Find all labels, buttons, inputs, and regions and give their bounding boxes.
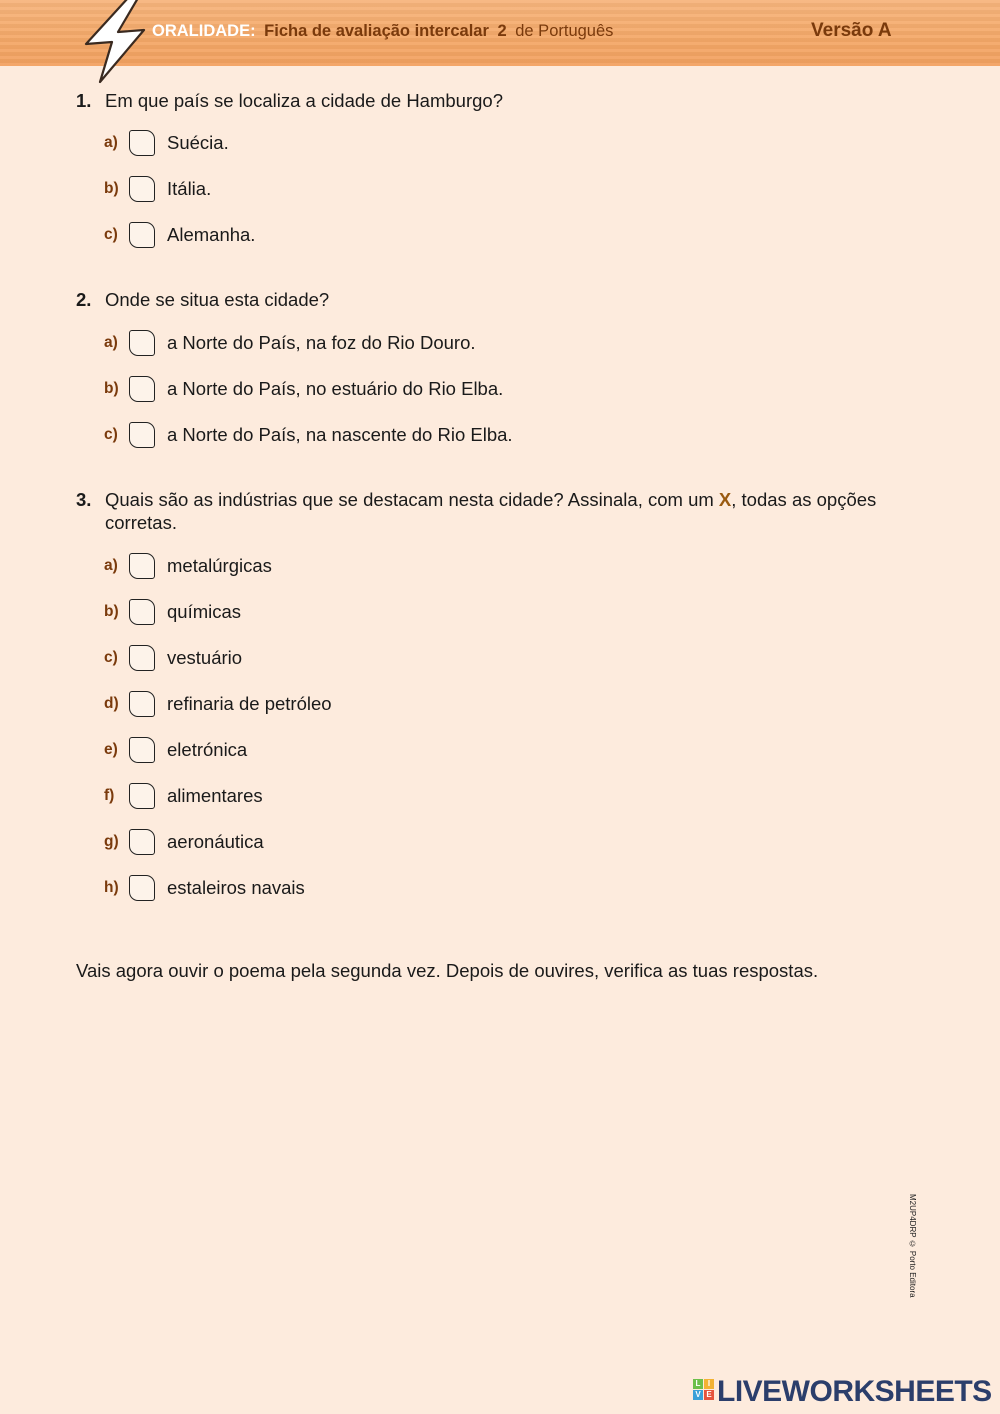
answer-checkbox[interactable] — [129, 829, 155, 855]
logo-letter: E — [704, 1390, 714, 1400]
page-header — [0, 0, 1000, 66]
copyright-note: M2UP4DRP © Porto Editora — [908, 1194, 917, 1298]
option-letter: c) — [104, 426, 118, 443]
liveworksheets-logo-icon — [693, 1379, 715, 1401]
question-text — [105, 488, 916, 534]
option-letter: c) — [104, 649, 118, 666]
answer-checkbox[interactable] — [129, 222, 155, 248]
answer-checkbox[interactable] — [129, 645, 155, 671]
lightning-bolt-icon — [78, 0, 150, 86]
option-letter: g) — [104, 833, 119, 850]
question-text: Onde se situa esta cidade? — [105, 289, 330, 310]
option-letter: a) — [104, 334, 118, 351]
question-number: 1. — [76, 90, 92, 111]
option-letter: f) — [104, 787, 115, 804]
option-letter: a) — [104, 557, 118, 574]
option-label: a Norte do País, no estuário do Rio Elba. — [167, 378, 504, 399]
option-letter: c) — [104, 226, 118, 243]
question-number: 2. — [76, 289, 92, 310]
question-text-start: Quais são as indústrias que se destacam nesta cidade? Assinala, com um — [105, 489, 714, 510]
answer-checkbox[interactable] — [129, 376, 155, 402]
option-letter: b) — [104, 603, 119, 620]
worksheet-subject: de Português — [515, 22, 614, 40]
option-label: alimentares — [167, 785, 263, 806]
option-letter: d) — [104, 695, 119, 712]
question-text-end: , todas as opções corretas. — [105, 489, 877, 533]
option-label: Alemanha. — [167, 224, 256, 245]
worksheet-title: Ficha de avaliação intercalar — [264, 22, 489, 40]
option-label: aeronáutica — [167, 831, 264, 852]
option-letter: e) — [104, 741, 118, 758]
answer-checkbox[interactable] — [129, 553, 155, 579]
logo-letter: L — [693, 1379, 703, 1389]
question-text: Em que país se localiza a cidade de Hamburgo? — [105, 90, 503, 111]
option-label: metalúrgicas — [167, 555, 272, 576]
mark-x: X — [718, 489, 732, 510]
logo-letter: V — [693, 1390, 703, 1400]
answer-checkbox[interactable] — [129, 691, 155, 717]
logo-letter: I — [704, 1379, 714, 1389]
question-2 — [76, 288, 916, 311]
option-label: a Norte do País, na foz do Rio Douro. — [167, 332, 476, 353]
option-letter: b) — [104, 380, 119, 397]
option-label: Itália. — [167, 178, 212, 199]
question-1 — [76, 89, 916, 112]
version-label: Versão A — [811, 20, 892, 41]
answer-checkbox[interactable] — [129, 783, 155, 809]
answer-checkbox[interactable] — [129, 875, 155, 901]
answer-checkbox[interactable] — [129, 176, 155, 202]
option-letter: a) — [104, 134, 118, 151]
option-letter: b) — [104, 180, 119, 197]
answer-checkbox[interactable] — [129, 737, 155, 763]
header-title-line — [152, 22, 613, 41]
option-letter: h) — [104, 879, 119, 896]
question-3 — [76, 488, 916, 534]
answer-checkbox[interactable] — [129, 130, 155, 156]
answer-checkbox[interactable] — [129, 422, 155, 448]
option-label: estaleiros navais — [167, 877, 305, 898]
worksheet-number: 2 — [497, 22, 507, 40]
answer-checkbox[interactable] — [129, 330, 155, 356]
liveworksheets-logo-text: LIVEWORKSHEETS — [717, 1375, 992, 1408]
question-number: 3. — [76, 489, 92, 510]
option-label: eletrónica — [167, 739, 248, 760]
instruction-text: Vais agora ouvir o poema pela segunda vez. Depois de ouvires, verifica as tuas respostas. — [76, 960, 819, 981]
option-label: a Norte do País, na nascente do Rio Elba. — [167, 424, 513, 445]
option-label: refinaria de petróleo — [167, 693, 332, 714]
option-label: vestuário — [167, 647, 243, 668]
answer-checkbox[interactable] — [129, 599, 155, 625]
option-label: Suécia. — [167, 132, 229, 153]
section-label: ORALIDADE: — [152, 22, 256, 40]
option-label: químicas — [167, 601, 242, 622]
